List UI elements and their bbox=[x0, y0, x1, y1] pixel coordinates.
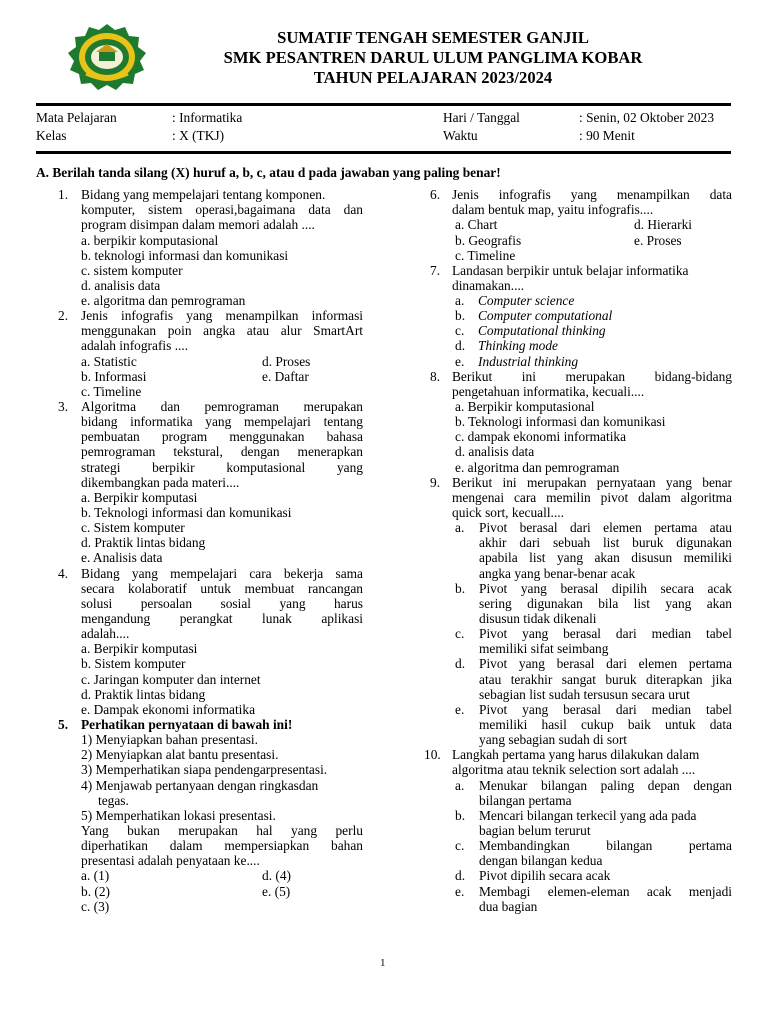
q4-text: solusi persoalan sosial yang harus bbox=[81, 596, 363, 611]
q7-option-a-letter: a. bbox=[455, 293, 465, 308]
q10-option-b: bagian belum terurut bbox=[479, 823, 591, 838]
q4-text: Bidang yang mempelajari cara bekerja sama bbox=[81, 566, 363, 581]
q4-number: 4. bbox=[58, 566, 69, 581]
q9-option-d: sebagian list sudah tersusun secara urut bbox=[479, 687, 690, 702]
q10-number: 10. bbox=[424, 747, 441, 762]
q5-text: presentasi adalah penyataan ke.... bbox=[81, 853, 260, 868]
q9-option-a: Pivot berasal dari elemen pertama atau bbox=[479, 520, 732, 535]
q2-option-d: d. Proses bbox=[262, 354, 311, 369]
q3-option-b: b. Teknologi informasi dan komunikasi bbox=[81, 505, 292, 520]
q5-option-a: a. (1) bbox=[81, 868, 110, 883]
q5-option-e: e. (5) bbox=[262, 884, 291, 899]
q6-text: dalam bentuk map, yaitu infografis.... bbox=[452, 202, 654, 217]
q5-statement-4: 4) Menjawab pertanyaan dengan ringkasdan bbox=[81, 778, 319, 793]
q9-option-c-letter: c. bbox=[455, 626, 465, 641]
q9-option-a: angka yang benar-benar acak bbox=[479, 566, 636, 581]
q8-option-d: d. analisis data bbox=[455, 444, 535, 459]
hari-value: : Senin, 02 Oktober 2023 bbox=[579, 110, 715, 125]
q3-option-a: a. Berpikir komputasi bbox=[81, 490, 198, 505]
q8-option-b: b. Teknologi informasi dan komunikasi bbox=[455, 414, 666, 429]
q9-option-e-letter: e. bbox=[455, 702, 465, 717]
q2-text: Jenis infografis yang menampilkan informasi bbox=[81, 308, 363, 323]
q5-statement-1: 1) Menyiapkan bahan presentasi. bbox=[81, 732, 258, 747]
hari-label: Hari / Tanggal bbox=[443, 110, 520, 125]
q8-text: Berikut ini merupakan bidang-bidang bbox=[452, 369, 732, 384]
q10-option-a-letter: a. bbox=[455, 778, 465, 793]
q9-option-c: Pivot yang berasal dari median tabel bbox=[479, 626, 732, 641]
q9-option-d: atau terakhir sangat buruk diterapkan jika bbox=[479, 672, 732, 687]
q6-option-e: e. Proses bbox=[634, 233, 682, 248]
q10-option-d-letter: d. bbox=[455, 868, 466, 883]
q2-number: 2. bbox=[58, 308, 69, 323]
q5-option-b: b. (2) bbox=[81, 884, 111, 899]
q5-statement-4-cont: tegas. bbox=[98, 793, 129, 808]
q5-option-c: c. (3) bbox=[81, 899, 110, 914]
q7-text: dinamakan.... bbox=[452, 278, 525, 293]
mapel-value: : Informatika bbox=[172, 110, 243, 125]
q4-option-a: a. Berpikir komputasi bbox=[81, 641, 198, 656]
mapel-label: Mata Pelajaran bbox=[36, 110, 117, 125]
q5-text: Yang bukan merupakan hal yang perlu bbox=[81, 823, 363, 838]
q6-option-d: d. Hierarki bbox=[634, 217, 693, 232]
q1-option-a: a. berpikir komputasional bbox=[81, 233, 219, 248]
q10-text: Langkah pertama yang harus dilakukan dalam bbox=[452, 747, 700, 762]
q5-statement-5: 5) Memperhatikan lokasi presentasi. bbox=[81, 808, 276, 823]
header-title: SUMATIF TENGAH SEMESTER GANJIL bbox=[277, 28, 589, 47]
q9-option-b-letter: b. bbox=[455, 581, 466, 596]
q5-number: 5. bbox=[58, 717, 69, 732]
q8-option-c: c. dampak ekonomi informatika bbox=[455, 429, 627, 444]
q1-number: 1. bbox=[58, 187, 69, 202]
q8-text: pengetahuan informatika, kecuali.... bbox=[452, 384, 645, 399]
q3-text: pemrograman tekstural, dengan menerapkan bbox=[81, 444, 363, 459]
q9-text: mengenai cara memilin pivot dalam algoritma bbox=[452, 490, 732, 505]
q9-text: quick sort, kecuall.... bbox=[452, 505, 564, 520]
q10-option-a: bilangan pertama bbox=[479, 793, 572, 808]
q10-option-a: Menukar bilangan paling depan dengan bbox=[479, 778, 732, 793]
q9-option-d: Pivot yang berasal dari elemen pertama bbox=[479, 656, 732, 671]
header-school: SMK PESANTREN DARUL ULUM PANGLIMA KOBAR bbox=[223, 48, 643, 67]
q1-text: Bidang yang mempelajari tentang komponen. bbox=[81, 187, 326, 202]
q7-number: 7. bbox=[430, 263, 441, 278]
q8-option-a: a. Berpikir komputasional bbox=[455, 399, 595, 414]
q7-option-e-letter: e. bbox=[455, 354, 465, 369]
q4-text: secara kolaboratif untuk membuat rancangan bbox=[81, 581, 363, 596]
q5-statement-3: 3) Memperhatikan siapa pendengarpresentasi. bbox=[81, 762, 328, 777]
q3-text: strategi berpikir komputasional yang bbox=[81, 460, 363, 475]
q10-option-b: Mencari bilangan terkecil yang ada pada bbox=[479, 808, 697, 823]
q2-text: menggunakan poin angka atau alur SmartArt bbox=[81, 323, 363, 338]
q6-text: Jenis infografis yang menampilkan data bbox=[452, 187, 732, 202]
q7-option-a: Computer science bbox=[478, 293, 575, 308]
q9-option-a: apabila list yang akan disusun memiliki bbox=[479, 550, 732, 565]
q9-option-c: memiliki sifat seimbang bbox=[479, 641, 609, 656]
q6-option-c: c. Timeline bbox=[455, 248, 516, 263]
q9-option-d-letter: d. bbox=[455, 656, 466, 671]
q3-text: dikembangkan pada materi.... bbox=[81, 475, 240, 490]
q2-option-c: c. Timeline bbox=[81, 384, 142, 399]
q9-option-a-letter: a. bbox=[455, 520, 465, 535]
q9-option-a: akhir dari sebuah list buruk digunakan bbox=[479, 535, 732, 550]
q1-text: komputer, sistem operasi,bagaimana data dan bbox=[81, 202, 363, 217]
q4-text: mengandung perangkat lunak aplikasi bbox=[81, 611, 363, 626]
q5-text: Perhatikan pernyataan di bawah ini! bbox=[81, 717, 293, 732]
q9-number: 9. bbox=[430, 475, 441, 490]
q7-option-b: Computer computational bbox=[478, 308, 613, 323]
q9-option-e: memiliki hasil cukup baik untuk data bbox=[479, 717, 732, 732]
q10-option-b-letter: b. bbox=[455, 808, 466, 823]
q4-option-b: b. Sistem komputer bbox=[81, 656, 186, 671]
q1-option-d: d. analisis data bbox=[81, 278, 161, 293]
q10-option-e: dua bagian bbox=[479, 899, 538, 914]
q10-text: algoritma atau teknik selection sort adalah .... bbox=[452, 762, 696, 777]
q1-option-b: b. teknologi informasi dan komunikasi bbox=[81, 248, 289, 263]
q1-text: program disimpan dalam memori adalah .... bbox=[81, 217, 315, 232]
q6-option-b: b. Geografis bbox=[455, 233, 522, 248]
q10-option-e-letter: e. bbox=[455, 884, 465, 899]
q7-option-c-letter: c. bbox=[455, 323, 465, 338]
q4-option-d: d. Praktik lintas bidang bbox=[81, 687, 206, 702]
q9-text: Berikut ini merupakan pernyataan yang benar bbox=[452, 475, 732, 490]
q3-text: Algoritma dan pemrograman merupakan bbox=[81, 399, 363, 414]
q3-option-d: d. Praktik lintas bidang bbox=[81, 535, 206, 550]
header-year: TAHUN PELAJARAN 2023/2024 bbox=[313, 68, 553, 87]
q8-number: 8. bbox=[430, 369, 441, 384]
q7-option-c: Computational thinking bbox=[478, 323, 606, 338]
q9-option-b: Pivot yang berasal dipilih secara acak bbox=[479, 581, 732, 596]
q1-option-e: e. algoritma dan pemrograman bbox=[81, 293, 246, 308]
q6-number: 6. bbox=[430, 187, 441, 202]
q7-option-d: Thinking mode bbox=[478, 338, 558, 353]
q1-option-c: c. sistem komputer bbox=[81, 263, 183, 278]
q10-option-c: dengan bilangan kedua bbox=[479, 853, 603, 868]
q9-option-e: Pivot yang berasal dari median tabel bbox=[479, 702, 732, 717]
q4-option-c: c. Jaringan komputer dan internet bbox=[81, 672, 261, 687]
q2-option-b: b. Informasi bbox=[81, 369, 147, 384]
waktu-value: : 90 Menit bbox=[579, 128, 635, 143]
q5-text: diperhatikan dalam mempersiapkan bahan bbox=[81, 838, 363, 853]
q3-option-c: c. Sistem komputer bbox=[81, 520, 185, 535]
page-number: 1 bbox=[380, 957, 386, 969]
q10-option-c-letter: c. bbox=[455, 838, 465, 853]
q4-text: adalah.... bbox=[81, 626, 130, 641]
q7-text: Landasan berpikir untuk belajar informatika bbox=[452, 263, 689, 278]
q10-option-d: Pivot dipilih secara acak bbox=[479, 868, 611, 883]
q3-number: 3. bbox=[58, 399, 69, 414]
q4-option-e: e. Dampak ekonomi informatika bbox=[81, 702, 256, 717]
q3-option-e: e. Analisis data bbox=[81, 550, 163, 565]
section-a-instruction: A. Berilah tanda silang (X) huruf a, b, c, atau d pada jawaban yang paling benar! bbox=[36, 165, 501, 180]
q9-option-e: yang sebagian sudah di sort bbox=[479, 732, 628, 747]
kelas-label: Kelas bbox=[36, 128, 67, 143]
q6-option-a: a. Chart bbox=[455, 217, 498, 232]
q2-text: adalah infografis .... bbox=[81, 338, 189, 353]
q10-option-c: Membandingkan bilangan pertama bbox=[479, 838, 732, 853]
q9-option-b: sering digunakan bila list yang akan bbox=[479, 596, 732, 611]
q3-text: bidang informatika yang mempelajari tentang bbox=[81, 414, 363, 429]
q8-option-e: e. algoritma dan pemrograman bbox=[455, 460, 620, 475]
waktu-label: Waktu bbox=[443, 128, 478, 143]
q5-statement-2: 2) Menyiapkan alat bantu presentasi. bbox=[81, 747, 279, 762]
q5-option-d: d. (4) bbox=[262, 868, 292, 883]
q3-text: pembuatan program menggunakan bahasa bbox=[81, 429, 363, 444]
q10-option-e: Membagi elemen-eleman acak menjadi bbox=[479, 884, 732, 899]
q9-option-b: disusun tidak dikenali bbox=[479, 611, 597, 626]
q7-option-b-letter: b. bbox=[455, 308, 466, 323]
kelas-value: : X (TKJ) bbox=[172, 128, 225, 143]
q7-option-d-letter: d. bbox=[455, 338, 466, 353]
q7-option-e: Industrial thinking bbox=[478, 354, 579, 369]
q2-option-e: e. Daftar bbox=[262, 369, 309, 384]
q2-option-a: a. Statistic bbox=[81, 354, 137, 369]
